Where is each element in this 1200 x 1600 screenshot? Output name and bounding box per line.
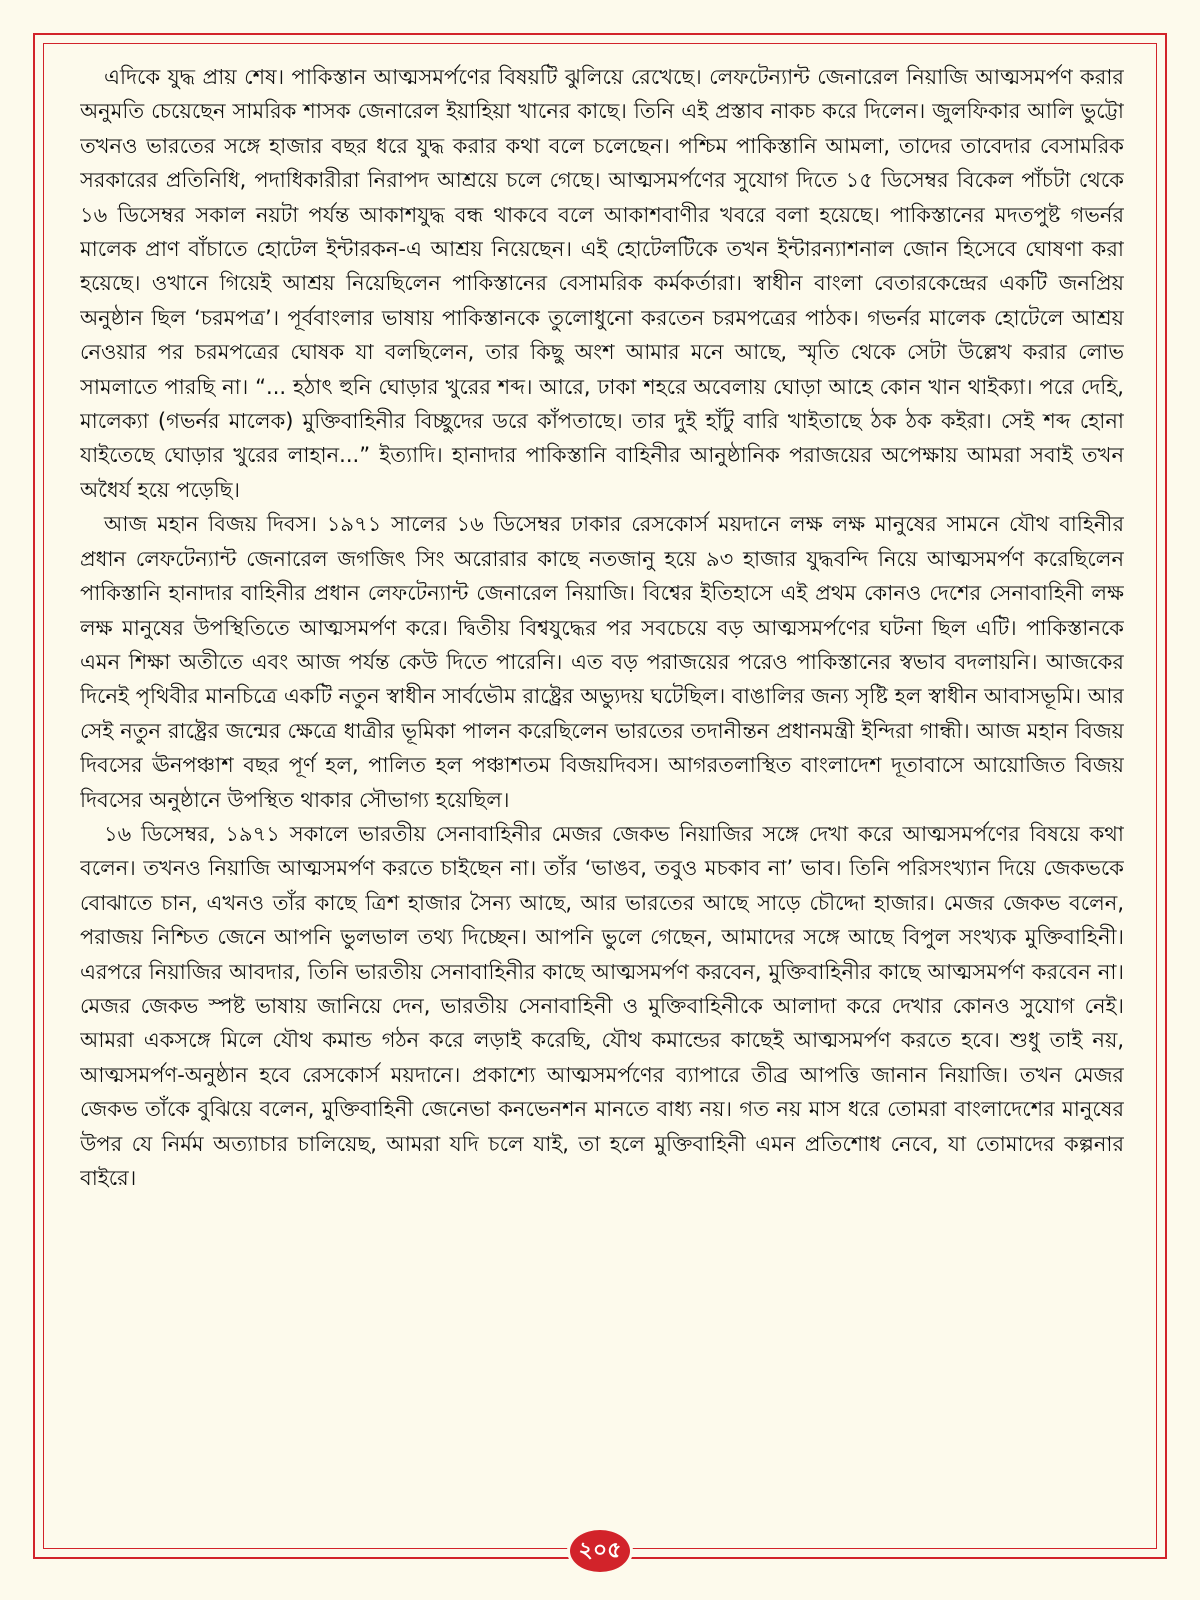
article-body (80, 60, 1124, 1520)
page-number-badge: ২০৫ (570, 1530, 630, 1572)
paragraph-3: ১৬ ডিসেম্বর, ১৯৭১ সকালে ভারতীয় সেনাবাহিনীর মেজর জেকভ নিয়াজির সঙ্গে দেখা করে আত্মসমর্পণের বিষয়ে কথা বলেন। তখনও নিয়াজি আত্মসমর্পণ করতে চাইছেন না। তাঁর ‘ভাঙব, তবুও মচকাব না’ ভাব। তিনি পরিসংখ্যান দিয়ে জেকভকে বোঝাতে চান, এখনও তাঁর কাছে ত্রিশ হাজার সৈন্য আছে, আর ভারতের আছে সাড়ে চৌদ্দো হাজার। মেজর জেকভ বলেন, পরাজয় নিশ্চিত জেনে আপনি ভুলভাল তথ্য দিচ্ছেন। আপনি ভুলে গেছেন, আমাদের সঙ্গে আছে বিপুল সংখ্যক মুক্তিবাহিনী। এরপরে নিয়াজির আবদার, তিনি ভারতীয় সেনাবাহিনীর কাছে আত্মসমর্পণ করবেন, মুক্তিবাহিনীর কাছে আত্মসমর্পণ করবেন না। মেজর জেকভ স্পষ্ট ভাষায় জানিয়ে দেন, ভারতীয় সেনাবাহিনী ও মুক্তিবাহিনীকে আলাদা করে দেখার কোনও সুযোগ নেই। আমরা একসঙ্গে মিলে যৌথ কমান্ড গঠন করে লড়াই করেছি, যৌথ কমান্ডের কাছেই আত্মসমর্পণ করতে হবে। শুধু তাই নয়, আত্মসমর্পণ-অনুষ্ঠান হবে রেসকোর্স ময়দানে। প্রকাশ্যে আত্মসমর্পণের ব্যাপারে তীব্র আপত্তি জানান নিয়াজি। তখন মেজর জেকভ তাঁকে বুঝিয়ে বলেন, মুক্তিবাহিনী জেনেভা কনভেনশন মানতে বাধ্য নয়। গত নয় মাস ধরে তোমরা বাংলাদেশের মানুষের উপর যে নির্মম অত্যাচার চালিয়েছ, আমরা যদি চলে যাই, তা হলে মুক্তিবাহিনী এমন প্রতিশোধ নেবে, যা তোমাদের কল্পনার বাইরে। (80, 821, 1124, 1190)
paragraph-2: আজ মহান বিজয় দিবস। ১৯৭১ সালের ১৬ ডিসেম্বর ঢাকার রেসকোর্স ময়দানে লক্ষ লক্ষ মানুষের সামনে যৌথ বাহিনীর প্রধান লেফটেন্যান্ট জেনারেল জগজিৎ সিং অরোরার কাছে নতজানু হয়ে ৯৩ হাজার যুদ্ধবন্দি নিয়ে আত্মসমর্পণ করেছিলেন পাকিস্তানি হানাদার বাহিনীর প্রধান লেফটেন্যান্ট জেনারেল নিয়াজি। বিশ্বের ইতিহাসে এই প্রথম কোনও দেশের সেনাবাহিনী লক্ষ লক্ষ মানুষের উপস্থিতিতে আত্মসমর্পণ করে। দ্বিতীয় বিশ্বযুদ্ধের পর সবচেয়ে বড় আত্মসমর্পণের ঘটনা ছিল এটি। পাকিস্তানকে এমন শিক্ষা অতীতে এবং আজ পর্যন্ত কেউ দিতে পারেনি। এত বড় পরাজয়ের পরেও পাকিস্তানের স্বভাব বদলায়নি। আজকের দিনেই পৃথিবীর মানচিত্রে একটি নতুন স্বাধীন সার্বভৌম রাষ্ট্রের অভ্যুদয় ঘটেছিল। বাঙালির জন্য সৃষ্টি হল স্বাধীন আবাসভূমি। আর সেই নতুন রাষ্ট্রের জন্মের ক্ষেত্রে ধাত্রীর ভূমিকা পালন করেছিলেন ভারতের তদানীন্তন প্রধানমন্ত্রী ইন্দিরা গান্ধী। আজ মহান বিজয় দিবসের ঊনপঞ্চাশ বছর পূর্ণ হল, পালিত হল পঞ্চাশতম বিজয়দিবস। আগরতলাস্থিত বাংলাদেশ দূতাবাসে আয়োজিত বিজয় দিবসের অনুষ্ঠানে উপস্থিত থাকার সৌভাগ্য হয়েছিল। (80, 512, 1124, 812)
paragraph-1: এদিকে যুদ্ধ প্রায় শেষ। পাকিস্তান আত্মসমর্পণের বিষয়টি ঝুলিয়ে রেখেছে। লেফটেন্যান্ট জেনারেল নিয়াজি আত্মসমর্পণ করার অনুমতি চেয়েছেন সামরিক শাসক জেনারেল ইয়াহিয়া খানের কাছে। তিনি এই প্রস্তাব নাকচ করে দিলেন। জুলফিকার আলি ভুট্টো তখনও ভারতের সঙ্গে হাজার বছর ধরে যুদ্ধ করার কথা বলে চলেছেন। পশ্চিম পাকিস্তানি আমলা, তাদের তাবেদার বেসামরিক সরকারের প্রতিনিধি, পদাধিকারীরা নিরাপদ আশ্রয়ে চলে গেছে। আত্মসমর্পণের সুযোগ দিতে ১৫ ডিসেম্বর বিকেল পাঁচটা থেকে ১৬ ডিসেম্বর সকাল নয়টা পর্যন্ত আকাশযুদ্ধ বন্ধ থাকবে বলে আকাশবাণীর খবরে বলা হয়েছে। পাকিস্তানের মদতপুষ্ট গভর্নর মালেক প্রাণ বাঁচাতে হোটেল ইন্টারকন-এ আশ্রয় নিয়েছেন। এই হোটেলটিকে তখন ইন্টারন্যাশনাল জোন হিসেবে ঘোষণা করা হয়েছে। ওখানে গিয়েই আশ্রয় নিয়েছিলেন পাকিস্তানের বেসামরিক কর্মকর্তারা। স্বাধীন বাংলা বেতারকেন্দ্রের একটি জনপ্রিয় অনুষ্ঠান ছিল ‘চরমপত্র’। পূর্ববাংলার ভাষায় পাকিস্তানকে তুলোধুনো করতেন চরমপত্রের পাঠক। গভর্নর মালেক হোটেলে আশ্রয় নেওয়ার পর চরমপত্রের ঘোষক যা বলছিলেন, তার কিছু অংশ আমার মনে আছে, স্মৃতি থেকে সেটা উল্লেখ করার লোভ সামলাতে পারছি না। “... হঠাৎ হুনি ঘোড়ার খুরের শব্দ। আরে, ঢাকা শহরে অবেলায় ঘোড়া আহে কোন খান থাইক্যা। পরে দেহি, মালেক্যা (গভর্নর মালেক) মুক্তিবাহিনীর বিচ্ছুদের ডরে কাঁপতাছে। তার দুই হাঁটু বারি খাইতাছে ঠক ঠক কইরা। সেই শব্দ হোনা যাইতেছে ঘোড়ার খুরের লাহান...” ইত্যাদি। হানাদার পাকিস্তানি বাহিনীর আনুষ্ঠানিক পরাজয়ের অপেক্ষায় আমরা সবাই তখন অধৈর্য হয়ে পড়েছি। (80, 65, 1124, 502)
